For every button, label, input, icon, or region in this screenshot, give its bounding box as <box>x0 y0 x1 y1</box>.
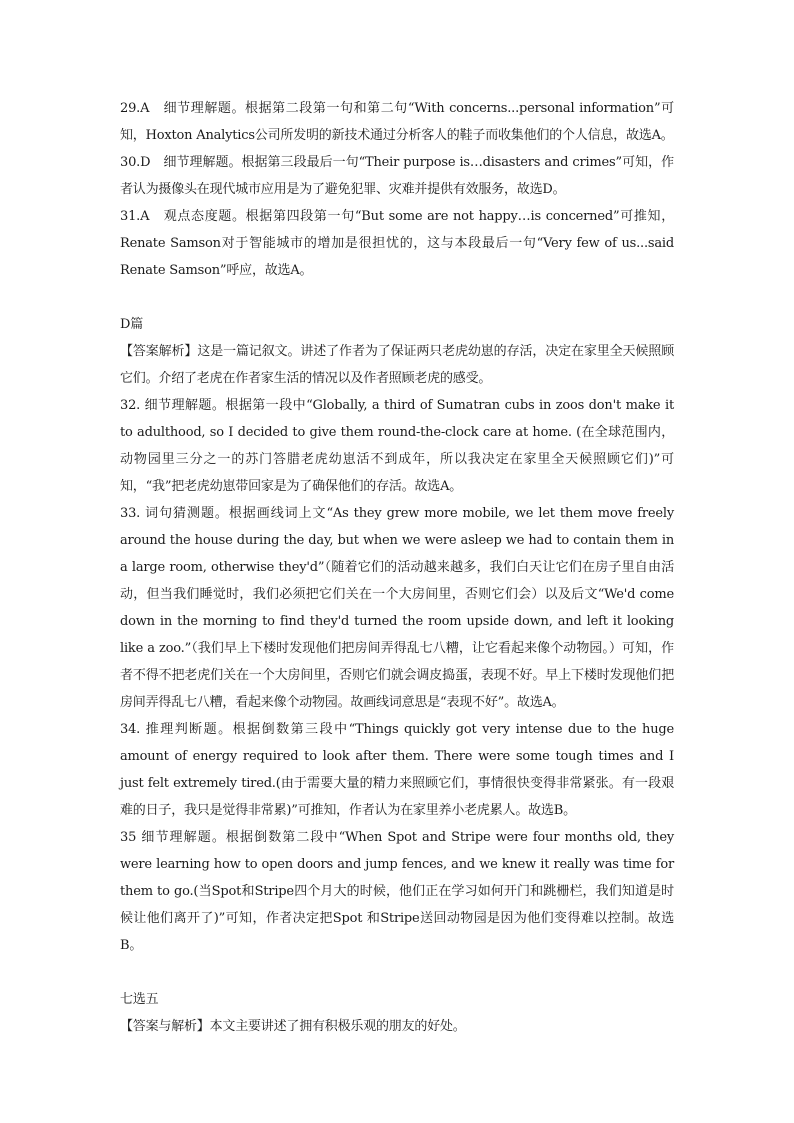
section-gap <box>120 959 674 986</box>
answer-paragraph: 32. 细节理解题。根据第一段中“Globally, a third of Sumatran cubs in zoos don't make it to adulthood, so I decided to give them round-the-clock care at home. (在全球范围内，动物园里三分之一的苏门答腊老虎幼崽活不到成年，所以我决定在家里全天候照顾它们)”可知，“我”把老虎幼崽带回家是为了确保他们的存活。故选A。 <box>120 398 674 494</box>
answer-paragraph: 【答案解析】这是一篇记叙文。讲述了作者为了保证两只老虎幼崽的存活，决定在家里全天候照顾它们。介绍了老虎在作者家生活的情况以及作者照顾老虎的感受。 <box>120 344 674 386</box>
answer-paragraph: 【答案与解析】本文主要讲述了拥有积极乐观的朋友的好处。 <box>120 1019 466 1034</box>
section-gap <box>120 284 674 311</box>
section-heading: D篇 <box>120 317 144 332</box>
answer-paragraph: 33. 词句猜测题。根据画线词上文“As they grew more mobile, we let them move freely around the house during the day, but when we were asleep we had to contain them in a large room, otherwise they'd”（随着它们的活动越来越多，我们白天让它们在房子里自由活动，但当我们睡觉时，我们必须把它们关在一个大房间里，否则它们会）以及后文“We'd come down in the morning to find they'd turned the room upside down, and left it looking like a zoo.”（我们早上下楼时发现他们把房间弄得乱七八糟，让它看起来像个动物园。）可知，作者不得不把老虎们关在一个大房间里，否则它们就会调皮捣蛋，表现不好。早上下楼时发现他们把房间弄得乱七八糟，看起来像个动物园。故画线词意思是“表现不好”。故选A。 <box>120 506 674 710</box>
answer-paragraph: 29.A 细节理解题。根据第二段第一句和第二句“With concerns...personal information”可知，Hoxton Analytics公司所发明的新技术通过分析客人的鞋子而收集他们的个人信息，故选A。 <box>120 101 674 143</box>
document-body <box>120 95 674 1040</box>
section-heading: 七选五 <box>120 992 159 1007</box>
answer-paragraph: 34. 推理判断题。根据倒数第三段中“Things quickly got very intense due to the huge amount of energy required to look after them. There were some tough times and I just felt extremely tired.(由于需要大量的精力来照顾它们，事情很快变得非常紧张。有一段艰难的日子，我只是觉得非常累)”可推知，作者认为在家里养小老虎累人。故选B。 <box>120 722 674 818</box>
answer-paragraph: 30.D 细节理解题。根据第三段最后一句“Their purpose is…disasters and crimes”可知，作者认为摄像头在现代城市应用是为了避免犯罪、灾难并提供有效服务，故选D。 <box>120 155 674 197</box>
answer-paragraph: 31.A 观点态度题。根据第四段第一句“But some are not happy…is concerned”可推知，Renate Samson对于智能城市的增加是很担忧的，这与本段最后一句“Very few of us...said Renate Samson”呼应，故选A。 <box>120 209 674 278</box>
answer-paragraph: 35 细节理解题。根据倒数第二段中“When Spot and Stripe were four months old, they were learning how to open doors and jump fences, and we knew it really was time for them to go.(当Spot和Stripe四个月大的时候，他们正在学习如何开门和跳栅栏，我们知道是时候让他们离开了)”可知，作者决定把Spot 和Stripe送回动物园是因为他们变得难以控制。故选B。 <box>120 830 674 953</box>
